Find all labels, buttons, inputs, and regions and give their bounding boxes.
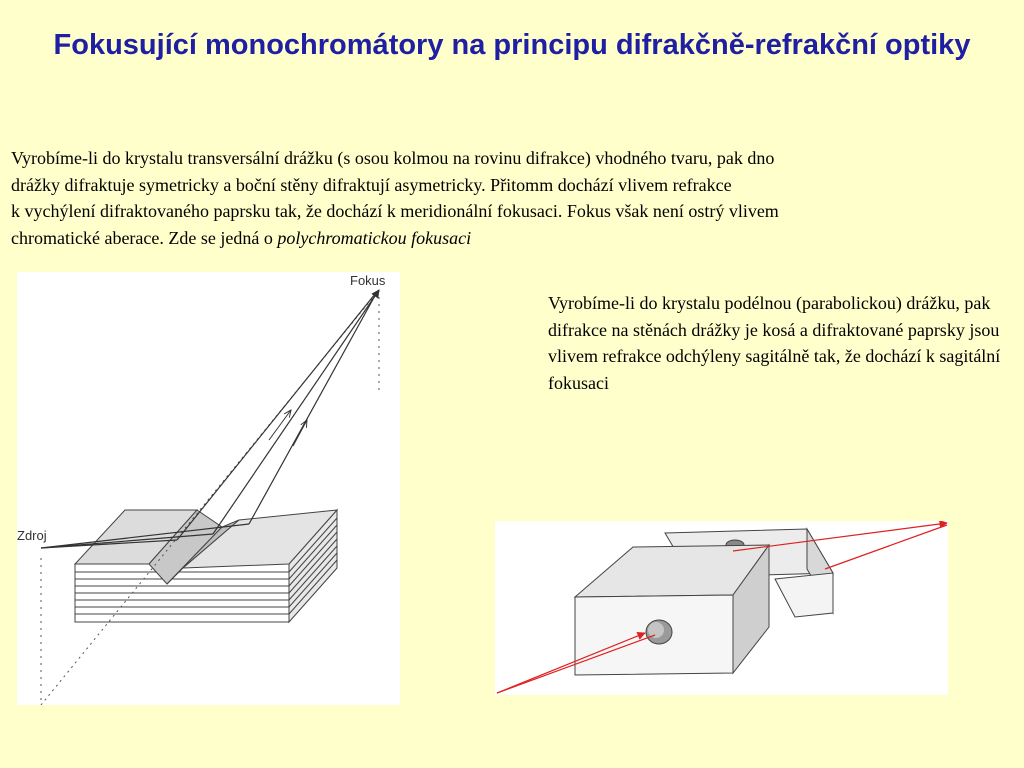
intro-paragraph [11, 145, 1011, 251]
sagittal-paragraph: Vyrobíme-li do krystalu podélnou (parabolickou) drážku, pak difrakce na stěnách drážky je kosá a difraktované paprsky jsou vlivem refrakce odchýleny sagitálně tak, že dochází k sagitální fokusaci [548, 293, 1001, 393]
paragraph-line: drážky difraktuje symetricky a boční stěny difraktují asymetricky. Přitomm dochází vlivem refrakce [11, 174, 732, 195]
focus-label: Fokus [350, 273, 386, 288]
front-crystal-block [575, 545, 769, 675]
slide-title: Fokusující monochromátory na principu difrakčně-refrakční optiky [53, 29, 971, 61]
groove-diagram [17, 272, 400, 705]
paragraph-line: k vychýlení difraktovaného paprsku tak, že dochází k meridionální fokusaci. Fokus však není ostrý vlivem [11, 201, 779, 221]
source-label: Zdroj [17, 528, 47, 543]
paragraph-line: chromatické aberace. Zde se jedná o [11, 227, 278, 248]
sagittal-focusing-figure [495, 521, 948, 695]
emphasis-text: polychromatickou fokusaci [277, 227, 472, 248]
meridional-focusing-figure [17, 272, 400, 705]
paragraph-line: Vyrobíme-li do krystalu transversální drážku (s osou kolmou na rovinu difrakce) vhodného tvaru, pak dno [11, 148, 775, 168]
parabolic-groove-diagram [495, 521, 948, 695]
